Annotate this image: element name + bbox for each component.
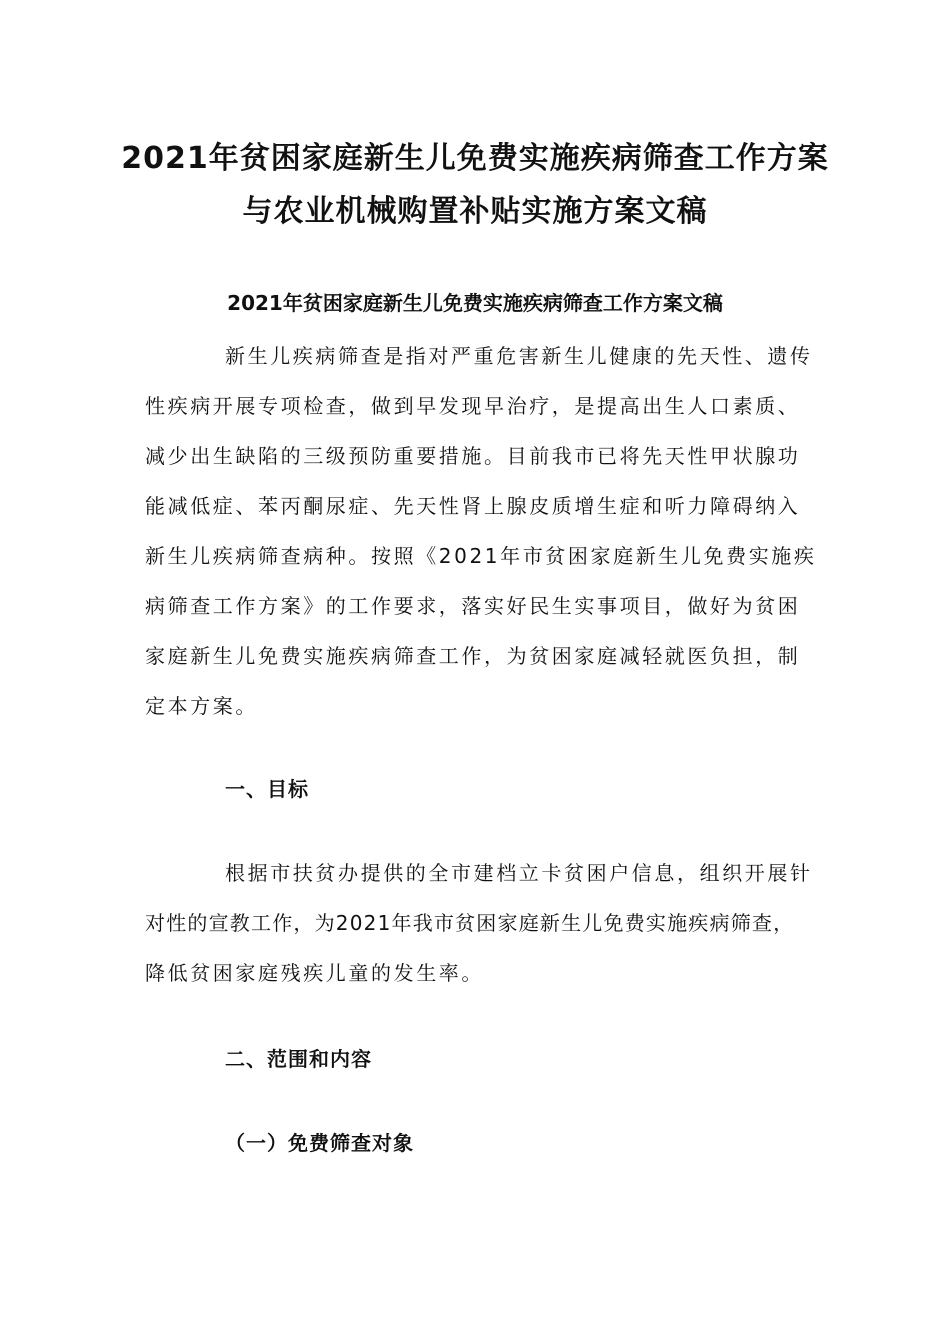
section-1-paragraph-line: 对性的宣教工作，为2021年我市贫困家庭新生儿免费实施疾病筛查， — [145, 911, 795, 935]
section-1-paragraph-line: 根据市扶贫办提供的全市建档立卡贫困户信息，组织开展针 — [225, 861, 813, 885]
intro-paragraph-line: 新生儿疾病筛查病种。按照《2021年市贫困家庭新生儿免费实施疾 — [145, 544, 817, 568]
intro-paragraph-line: 家庭新生儿免费实施疾病筛查工作，为贫困家庭减轻就医负担，制 — [145, 644, 801, 668]
document-title-line-2: 与农业机械购置补贴实施方案文稿 — [242, 194, 708, 229]
intro-paragraph-line: 减少出生缺陷的三级预防重要措施。目前我市已将先天性甲状腺功 — [145, 444, 801, 468]
intro-paragraph-line: 能减低症、苯丙酮尿症、先天性肾上腺皮质增生症和听力障碍纳入 — [145, 494, 801, 518]
intro-paragraph-line: 性疾病开展专项检查，做到早发现早治疗，是提高出生人口素质、 — [145, 394, 801, 418]
document-subtitle: 2021年贫困家庭新生儿免费实施疾病筛查工作方案文稿 — [227, 291, 723, 315]
intro-paragraph-line: 病筛查工作方案》的工作要求，落实好民生实事项目，做好为贫困 — [145, 594, 801, 618]
intro-paragraph-line: 新生儿疾病筛查是指对严重危害新生儿健康的先天性、遗传 — [225, 344, 813, 368]
section-1-heading: 一、目标 — [225, 777, 309, 801]
section-1-paragraph-line: 降低贫困家庭残疾儿童的发生率。 — [145, 961, 484, 985]
document-title-line-1: 2021年贫困家庭新生儿免费实施疾病筛查工作方案 — [121, 141, 829, 176]
intro-paragraph-line: 定本方案。 — [145, 694, 258, 718]
subsection-1-heading: （一）免费筛查对象 — [225, 1131, 414, 1155]
section-2-heading: 二、范围和内容 — [225, 1047, 372, 1071]
